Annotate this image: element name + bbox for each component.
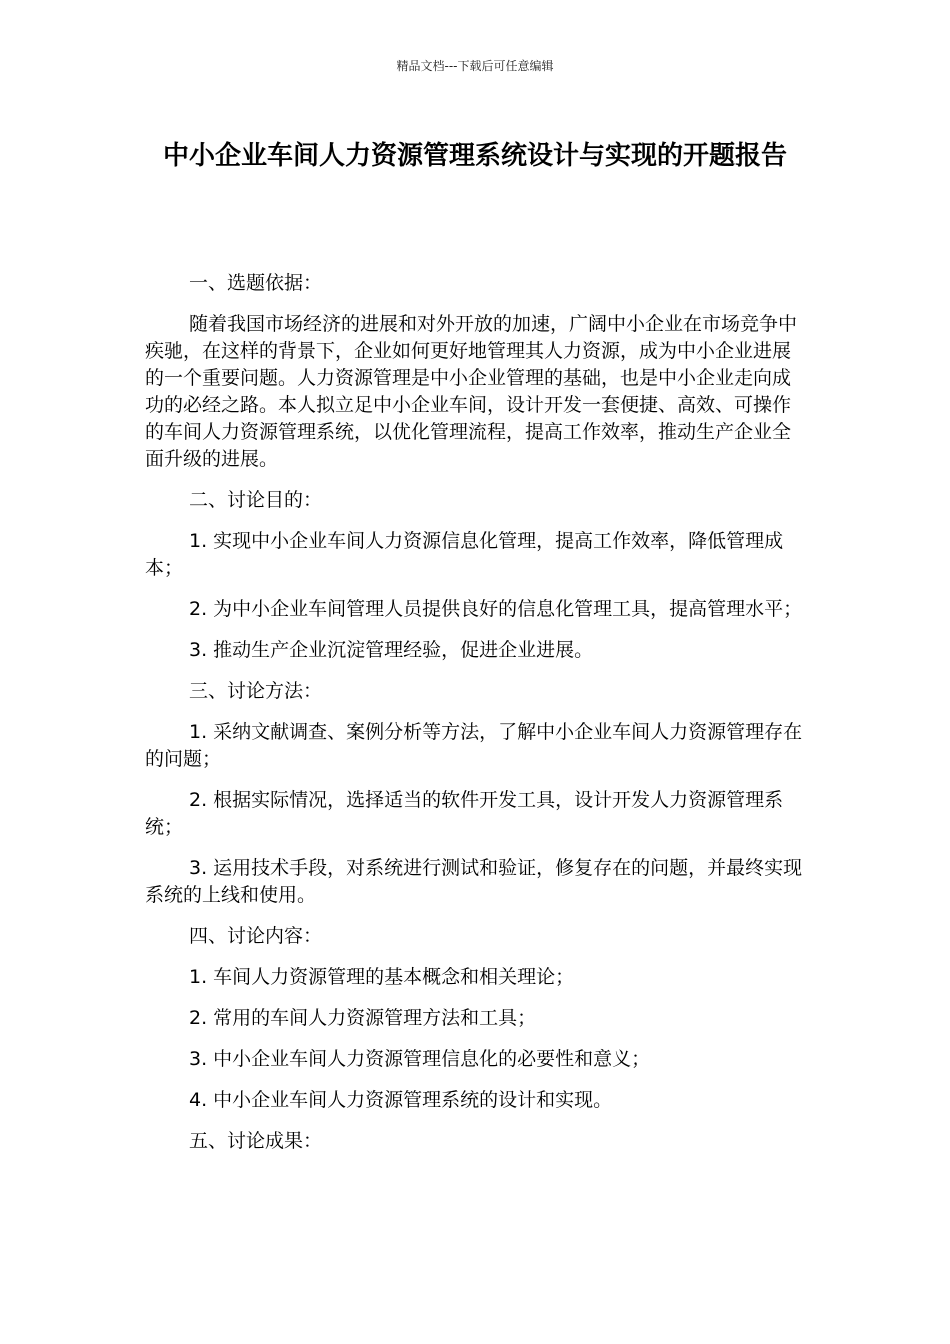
section-heading-purpose: 二、讨论目的：: [189, 489, 323, 511]
section-heading-content: 四、讨论内容：: [189, 925, 323, 947]
method-item-2: 2. 根据实际情况，选择适当的软件开发工具，设计开发人力资源管理系统；: [145, 789, 784, 838]
purpose-item-3: 3. 推动生产企业沉淀管理经验，促进企业进展。: [189, 639, 594, 661]
method-item-1: 1. 采纳文献调查、案例分析等方法，了解中小企业车间人力资源管理存在的问题；: [145, 721, 803, 770]
purpose-item-1: 1. 实现中小企业车间人力资源信息化管理，提高工作效率，降低管理成本；: [145, 530, 784, 579]
purpose-item-2: 2. 为中小企业车间管理人员提供良好的信息化管理工具，提高管理水平；: [189, 598, 803, 620]
content-item-2: 2. 常用的车间人力资源管理方法和工具；: [189, 1007, 537, 1029]
paragraph-background: 随着我国市场经济的进展和对外开放的加速，广阔中小企业在市场竞争中疾驰，在这样的背景下，企业如何更好地管理其人力资源，成为中小企业进展的一个重要问题。人力资源管理是中小企业管理的基础，也是中小企业走向成功的必经之路。本人拟立足中小企业车间，设计开发一套便捷、高效、可操作的车间人力资源管理系统，以优化管理流程，提高工作效率，推动生产企业全面升级的进展。: [145, 313, 798, 470]
section-heading-basis: 一、选题依据：: [189, 272, 323, 294]
document-body: [145, 270, 805, 1169]
content-item-3: 3. 中小企业车间人力资源管理信息化的必要性和意义；: [189, 1048, 651, 1070]
document-title: 中小企业车间人力资源管理系统设计与实现的开题报告: [162, 141, 787, 171]
page-header-note: 精品文档---下载后可任意编辑: [396, 59, 554, 73]
section-heading-method: 三、讨论方法：: [189, 680, 323, 702]
method-item-3: 3. 运用技术手段，对系统进行测试和验证，修复存在的问题，并最终实现系统的上线和使用。: [145, 857, 803, 906]
content-item-4: 4. 中小企业车间人力资源管理系统的设计和实现。: [189, 1089, 613, 1111]
section-heading-results: 五、讨论成果：: [189, 1130, 323, 1152]
content-item-1: 1. 车间人力资源管理的基本概念和相关理论；: [189, 966, 575, 988]
